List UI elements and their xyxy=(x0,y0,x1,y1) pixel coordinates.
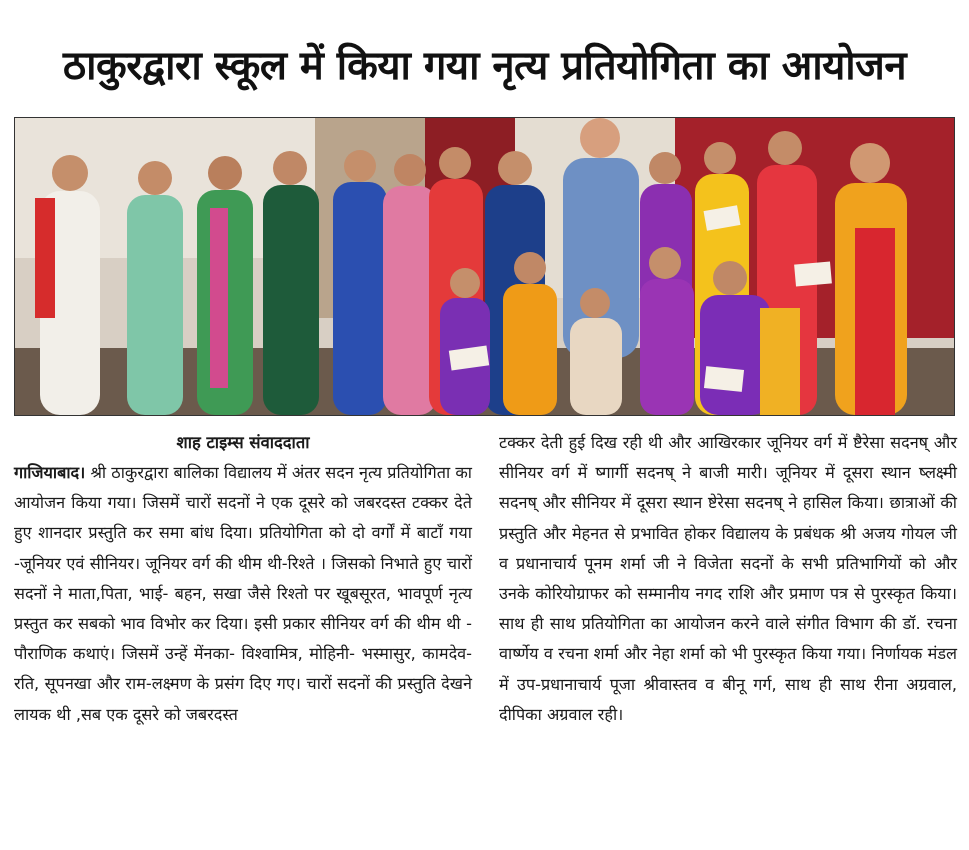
byline: शाह टाइम्स संवाददाता xyxy=(176,433,310,452)
article-column-left xyxy=(14,428,472,730)
event-photo xyxy=(14,117,955,416)
dateline: गाजियाबाद। xyxy=(14,463,86,482)
article-body-left: श्री ठाकुरद्वारा बालिका विद्यालय में अंतर सदन नृत्य प्रतियोगिता का आयोजन किया गया। जिसमें चारों सदनों ने एक दूसरे को जबरदस्त टक्कर देते हुए शानदार प्रस्तुति कर समा बांध दिया। प्रतियोगिता को दो वर्गों में बाटाँ गया -जूनियर एवं सीनियर। जूनियर वर्ग की थीम थी-रिश्ते । जिसको निभाते हुए चारों सदनों ने माता,पिता, भाई- बहन, सखा जैसे रिश्तो पर खूबसूरत, भावपूर्ण नृत्य प्रस्तुत कर सबको भाव विभोर कर दिया। इसी प्रकार सीनियर वर्ग की थीम थी - पौराणिक कथाएं। जिसमें उन्हें मेंनका- विश्वामित्र, मोहिनी- भस्मासुर, कामदेव- रति, सूपनखा और राम-लक्ष्मण के प्रसंग दिए गए। चारों सदनों की प्रस्तुति देखने लायक थी ,सब एक दूसरे को जबरदस्त xyxy=(14,463,472,724)
headline: ठाकुरद्वारा स्कूल में किया गया नृत्य प्रतियोगिता का आयोजन xyxy=(62,43,907,89)
article-column-right xyxy=(499,428,957,730)
group-photo-illustration xyxy=(15,118,954,415)
article-body-right: टक्कर देती हुई दिख रही थी और आखिरकार जूनियर वर्ग में ष्टैरेसा सदनष् और सीनियर वर्ग में ष्गार्गी सदनष् ने बाजी मारी। जूनियर में दूसरा स्थान ष्लक्ष्मी सदनष् और सीनियर में दूसरा स्थान ष्टेरेसा सदनष् ने हासिल किया। छात्राओं की प्रस्तुति और मेहनत से प्रभावित होकर विद्यालय के प्रबंधक श्री अजय गोयल जी व प्रधानाचार्य पूनम शर्मा जी ने विजेता सदनों के सभी प्रतिभागियों को और उनके कोरियोग्राफर को सम्मानीय नगद राशि और प्रमाण पत्र से पुरस्कृत किया। साथ ही साथ प्रतियोगिता का आयोजन करने वाले संगीत विभाग की डॉ. रचना वार्ष्णेय व रचना शर्मा और नेहा शर्मा को भी पुरस्कृत किया गया। निर्णायक मंडल में उप-प्रधानाचार्य पूजा श्रीवास्तव व बीनू गर्ग, साथ ही साथ रीना अग्रवाल, दीपिका अग्रवाल रही। xyxy=(499,433,957,724)
